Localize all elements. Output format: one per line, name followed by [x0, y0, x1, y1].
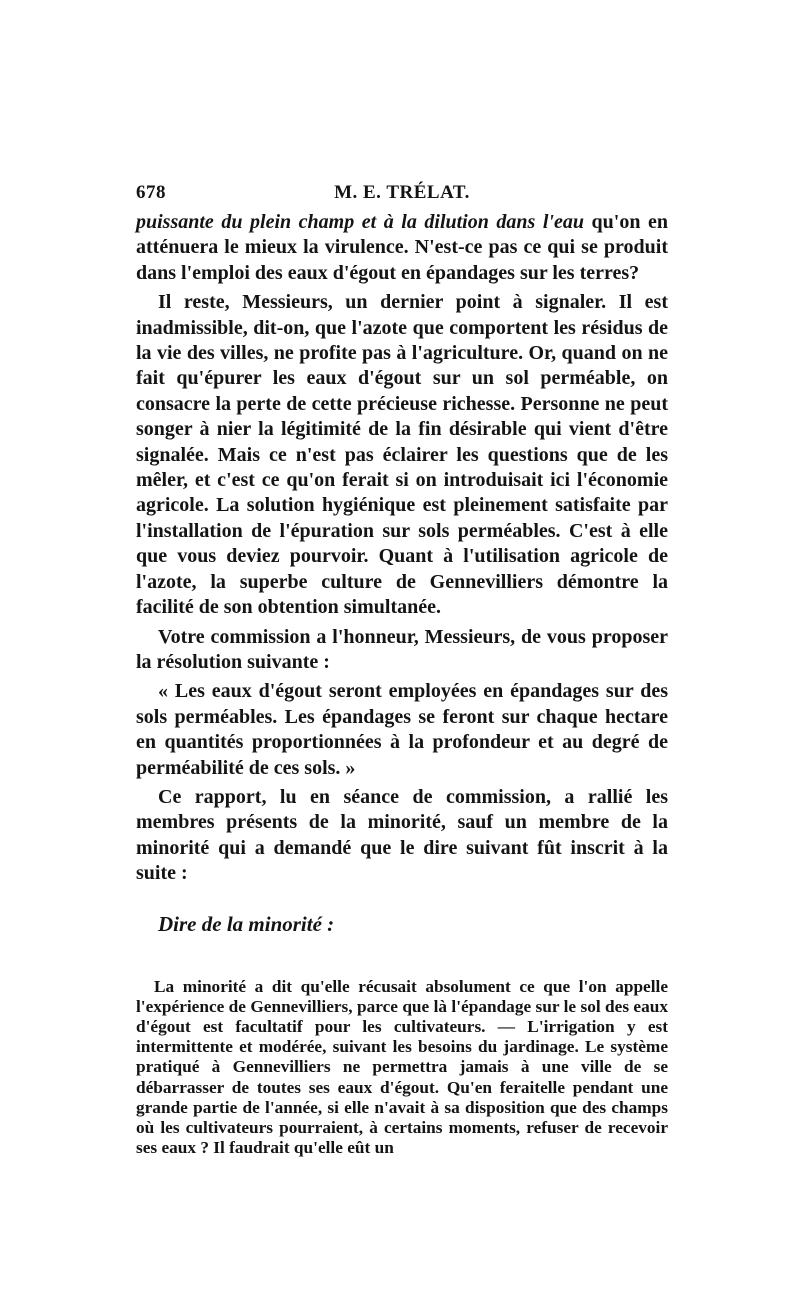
paragraph-2: Il reste, Messieurs, un dernier point à signaler. Il est inadmissible, dit-on, que l'azote que comportent les résidus de la vie des villes, ne profite pas à l'agriculture. Or, quand on ne fait qu'épurer les eaux d'égout sur un sol perméable, on consacre la perte de cette précieuse richesse. Personne ne peut songer à nier la légitimité de la fin désirable qui vient d'être signalée. Mais ce n'est pas éclairer les questions que de les mêler, et c'est ce qu'on ferait si on introduisait ici l'économie agricole. La solution hygiénique est pleinement satisfaite par l'installation de l'épuration sur sols perméables. C'est à elle que vous deviez pourvoir. Quant à l'utilisation agricole de l'azote, la superbe culture de Gennevilliers démontre la facilité de son obtention simultanée. — [136, 291, 668, 619]
paragraph-1-text: qu'on en atténuera le mieux la virulence. N'est-ce pas ce qui se produit dans l'emploi des eaux d'égout en épandages sur les terres? — [136, 211, 668, 284]
document-page — [136, 176, 668, 1158]
paragraph-5: Ce rapport, lu en séance de commission, a rallié les membres présents de la minorité, sauf un membre de la minorité qui a demandé que le dire suivant fût inscrit à la suite : — [136, 785, 668, 885]
minority-paragraph: La minorité a dit qu'elle récusait absolument ce que l'on appelle l'expérience de Gennevilliers, parce que là l'épandage sur le sol des eaux d'égout est facultatif pour les cultivateurs. — L'irrigation y est intermittente et modérée, suivant les besoins du jardinage. Le système pratiqué à Gennevilliers ne permettra jamais à une ville de se débarrasser de toutes ses eaux d'égout. Qu'en feraitelle pendant une grande partie de l'année, si elle n'avait à sa disposition que des champs où les cultivateurs pourraient, à certains moments, refuser de recevoir ses eaux ? Il faudrait qu'elle eût un — [136, 976, 668, 1158]
report-body — [136, 210, 668, 887]
page-header — [136, 176, 668, 210]
resolution-quote: « Les eaux d'égout seront employées en épandages sur des sols perméables. Les épandages se feront sur chaque hectare en quantités proportionnées à la profondeur et au degré de perméabilité de ces sols. » — [136, 680, 668, 779]
page-number: 678 — [136, 182, 166, 203]
paragraph-3: Votre commission a l'honneur, Messieurs, de vous proposer la résolution suivante : — [136, 625, 668, 673]
paragraph-1 — [136, 210, 668, 286]
italic-lead: puissante du plein champ et à la dilution dans l'eau — [136, 211, 584, 233]
running-title: M. E. TRÉLAT. — [334, 182, 470, 203]
minority-statement — [136, 977, 668, 1159]
minority-heading: Dire de la minorité : — [158, 911, 335, 936]
